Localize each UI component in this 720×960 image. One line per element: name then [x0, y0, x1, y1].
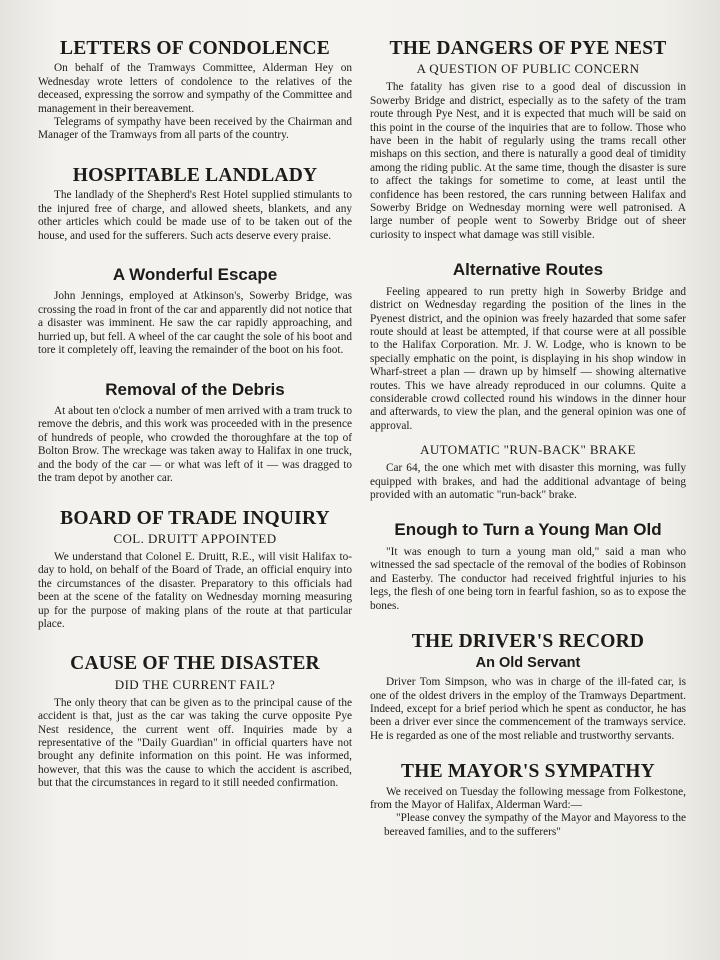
headline: Enough to Turn a Young Man Old — [394, 520, 662, 540]
subheadline: AUTOMATIC "RUN-BACK" BRAKE — [420, 442, 636, 458]
headline: LETTERS OF CONDOLENCE — [59, 38, 331, 59]
article-wonderful-escape — [38, 265, 352, 358]
headline: Removal of the Debris — [105, 379, 285, 399]
paragraph: We understand that Colonel E. Druitt, R.E., will visit Halifax to-day to hold, on behalf of the Board of Trade, an official enquiry into the circumstances of the disaster. Preparatory to this officials had been at the scene of the fatality on Wednesday morning measuring up for the purpose of making plans of the route at that particular place. — [38, 550, 352, 630]
article-young-man-old — [370, 520, 686, 613]
article-letters-of-condolence — [38, 38, 352, 143]
paragraph: John Jennings, employed at Atkinson's, Sowerby Bridge, was crossing the road in front of the car and apparently did not notice that a disaster was imminent. He saw the car rapidly approaching, and hurried up, but fell. A wheel of the car caught the sole of his boot and tore it completely off, leaving the remainder of the boot on his foot. — [38, 290, 352, 357]
article-alternative-routes — [370, 260, 686, 433]
paragraph: Feeling appeared to run pretty high in Sowerby Bridge and district on Wednesday regarding the position of the lines in the Pyenest district, and the opinion was freely hazarded that some safer route should at least be attempted, if that course were at all possible to the Halifax Corporation. Mr. J. W. Lodge, who is known to be specially emphatic on the point, is displaying in his shop window in Wharf-street a plan — drawn up by himself — showing alternative routes. This we have already reproduced in our columns. Quite a considerable crowd collected round his windows in the dinner hour and afterwards, to view the plan, and the general opinion was one of approval. — [370, 285, 686, 432]
subheadline: DID THE CURRENT FAIL? — [114, 676, 276, 692]
subheadline: COL. DRUITT APPOINTED — [113, 530, 277, 546]
paragraph: Driver Tom Simpson, who was in charge of the ill-fated car, is one of the oldest drivers in the employ of the Tramways Department. Indeed, except for a brief period which he spent as conductor, he has been a driver ever since the commencement of the tramways service. He is regarded as one of the most reliable and trustworthy servants. — [370, 676, 686, 742]
paragraph: We received on Tuesday the following message from Folkestone, from the Mayor of Halifax, Alderman Ward:— — [370, 785, 686, 811]
subheadline: A QUESTION OF PUBLIC CONCERN — [416, 61, 640, 77]
headline: THE DRIVER'S RECORD — [411, 631, 645, 652]
headline: A Wonderful Escape — [112, 264, 278, 284]
paragraph: Car 64, the one which met with disaster this morning, was fully equipped with brakes, and had the additional advantage of being provided with an automatic "run-back" brake. — [370, 462, 686, 502]
headline: THE DANGERS OF PYE NEST — [389, 38, 667, 59]
article-cause-of-disaster — [38, 653, 352, 790]
paragraph: Telegrams of sympathy have been received by the Chairman and Manager of the Tramways from all parts of the country. — [38, 116, 352, 142]
paragraph: The only theory that can be given as to the principal cause of the accident is that, just as the car was taking the curve opposite Pye Nest residence, the current went off. Inquiries made by a representative of the "Daily Guardian" in official quarters have not brought any definite information on this point. He was informed, however, that this was the cause to which the accident is ascribed, but that the circumstances in regard to it still needed confirmation. — [38, 696, 352, 790]
paragraph: The landlady of the Shepherd's Rest Hotel supplied stimulants to the injured free of charge, and allowed sheets, blankets, and any other articles which could be made use of to be taken out of the house, and used for the sufferers. Such acts deserve every praise. — [38, 189, 352, 242]
paragraph: At about ten o'clock a number of men arrived with a tram truck to remove the debris, and this work was proceeded with in the presence of hundreds of people, who crowded the thoroughfare at the top of Bolton Brow. The wreckage was taken away to Halifax in one truck, and the body of the car — or what was left of it — was dragged to the tram depot by another car. — [38, 405, 352, 485]
subheadline: An Old Servant — [475, 655, 581, 672]
article-mayors-sympathy — [370, 761, 686, 839]
article-run-back-brake — [370, 443, 686, 502]
article-drivers-record — [370, 631, 686, 743]
article-board-of-trade-inquiry — [38, 508, 352, 632]
article-removal-of-debris — [38, 380, 352, 486]
headline: Alternative Routes — [452, 260, 604, 280]
paragraph: On behalf of the Tramways Committee, Alderman Hey on Wednesday wrote letters of condolence to the relatives of the deceased, expressing the sorrow and sympathy of the Committee and management in their bereavement. — [38, 62, 352, 115]
quoted-message: "Please convey the sympathy of the Mayor and Mayoress to the bereaved families, and to the sufferers" — [384, 812, 686, 838]
headline: BOARD OF TRADE INQUIRY — [60, 507, 330, 529]
article-hospitable-landlady — [38, 165, 352, 243]
article-dangers-of-pye-nest — [370, 38, 686, 242]
paragraph: "It was enough to turn a young man old," said a man who witnessed the sad spectacle of the removal of the bodies of Robinson and Easterby. The conductor had received frightful injuries to his legs, the flesh of one being torn in fearful fashion, so as to expose the bones. — [370, 545, 686, 612]
right-column — [370, 38, 686, 839]
headline: THE MAYOR'S SYMPATHY — [401, 761, 655, 783]
left-column — [38, 38, 352, 791]
headline: CAUSE OF THE DISASTER — [70, 653, 320, 675]
paragraph: The fatality has given rise to a good deal of discussion in Sowerby Bridge and district, especially as to the safety of the tram route through Pye Nest, and it is expected that much will be said on this point in the course of the inquiries that are to follow. Those who have been in the habit of regularly using the trams recall other mishaps on this section, and there is naturally a good deal of timidity among the riding public. At the same time, though the disaster is sure to affect the takings for sometime to come, at least until the confidence has been restored, the cars running between Halifax and Sowerby Bridge on Wednesday morning were well patronised. A large number of people went to Sowerby Bridge out of sheer curiosity to inspect what damage was still visible. — [370, 81, 686, 241]
headline: HOSPITABLE LANDLADY — [72, 164, 318, 186]
